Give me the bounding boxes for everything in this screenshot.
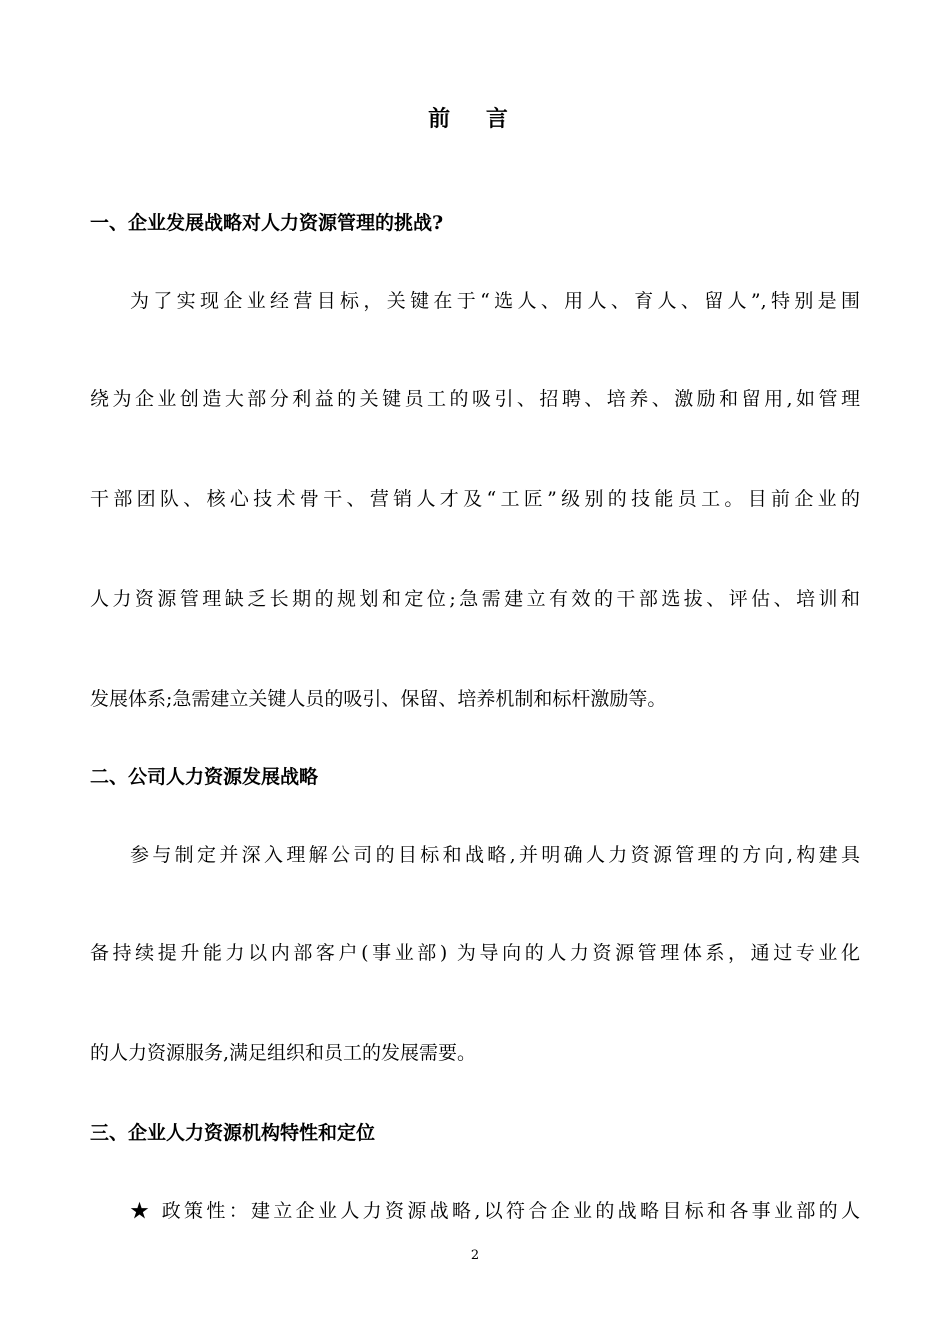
paragraph-line: 备持续提升能力以内部客户(事业部) 为导向的人力资源管理体系，通过专业化 [90, 942, 860, 964]
paragraph-line: 绕为企业创造大部分利益的关键员工的吸引、招聘、培养、激励和留用,如管理 [90, 388, 860, 410]
paragraph-line: 参与制定并深入理解公司的目标和战略,并明确人力资源管理的方向,构建具 [130, 844, 860, 866]
paragraph-line: 干部团队、核心技术骨干、营销人才及“工匠”级别的技能员工。目前企业的 [90, 488, 860, 510]
section-heading-3: 三、企业人力资源机构特性和定位 [90, 1122, 376, 1144]
page-title: 前 言 [428, 106, 522, 132]
paragraph-line: 为了实现企业经营目标，关键在于“选人、用人、育人、留人”,特别是围 [130, 290, 860, 312]
paragraph-line: 的人力资源服务,满足组织和员工的发展需要。 [90, 1042, 477, 1064]
page-number: 2 [470, 1248, 480, 1263]
section-heading-1: 一、企业发展战略对人力资源管理的挑战? [90, 212, 444, 234]
paragraph-line: ★ 政策性：建立企业人力资源战略,以符合企业的战略目标和各事业部的人 [130, 1200, 860, 1222]
paragraph-line: 人力资源管理缺乏长期的规划和定位;急需建立有效的干部选拔、评估、培训和 [90, 588, 860, 610]
paragraph-line: 发展体系;急需建立关键人员的吸引、保留、培养机制和标杆激励等。 [90, 688, 667, 710]
section-heading-2: 二、公司人力资源发展战略 [90, 766, 319, 788]
